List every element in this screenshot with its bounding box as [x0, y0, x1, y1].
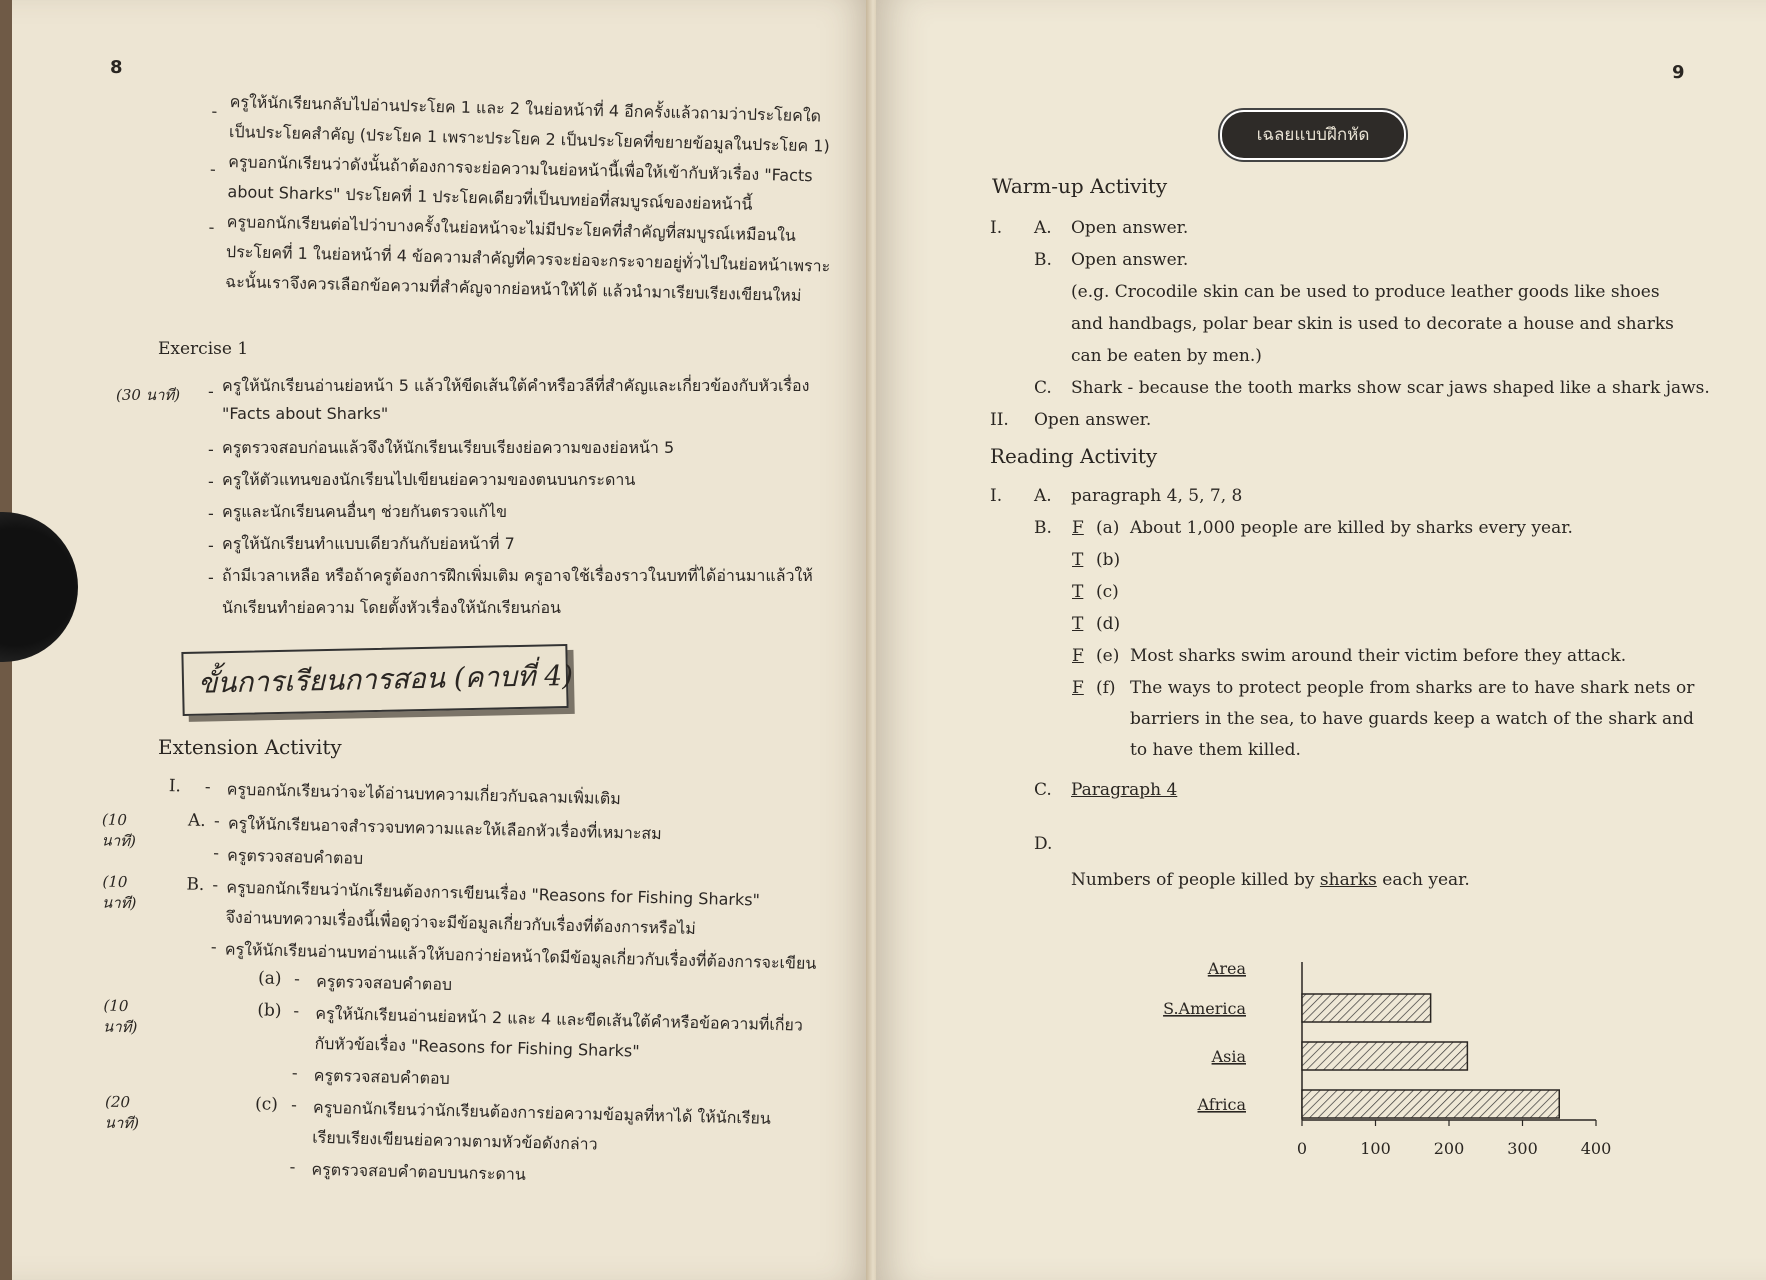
bullet-text: ครูบอกนักเรียนว่าดังนั้นถ้าต้องการจะย่อความในย่อหน้านี้เพื่อให้เข้ากับหัวเรื่อง "Facts — [228, 151, 813, 186]
tf-mark: F — [1072, 646, 1084, 666]
bullet-dash-icon: - — [208, 382, 214, 401]
ext-label-B: B. — [186, 874, 205, 895]
exercise-title: Exercise 1 — [158, 339, 249, 359]
bullet-dash-icon: - — [209, 159, 217, 179]
x-tick-label: 200 — [1433, 1139, 1465, 1158]
exercise-time: (30 นาที) — [116, 386, 181, 404]
ext-text: จึงอ่านบทความเรื่องนี้เพื่อดูว่าจะมีข้อมูลเกี่ยวกับเรื่องที่ต้องการหรือไม่ — [225, 907, 697, 938]
bullet-dash-icon: - — [208, 504, 214, 523]
ext-text: ครูบอกนักเรียนว่านักเรียนต้องการย่อความข้อมูลที่หาได้ ให้นักเรียน — [312, 1097, 771, 1128]
bar-chart — [1076, 952, 1636, 1172]
x-tick-label: 300 — [1507, 1139, 1538, 1158]
extension-title: Extension Activity — [158, 735, 342, 759]
tf-mark: T — [1072, 550, 1084, 570]
page-number-right: 9 — [1672, 62, 1685, 83]
ext-text: ครูให้นักเรียนอ่านย่อหน้า 2 และ 4 และขีดเส้นใต้คำหรือข้อความที่เกี่ยว — [315, 1003, 804, 1035]
bullet-text: ครูบอกนักเรียนต่อไปว่าบางครั้งในย่อหน้าจะไม่มีประโยคที่สำคัญที่สมบูรณ์เหมือนใน — [226, 211, 797, 245]
bullet-dash-icon: - — [293, 1001, 300, 1021]
bullet-dash-icon: - — [210, 937, 217, 957]
bar-africa — [1302, 1090, 1559, 1118]
warmup-answer: Open answer. — [1071, 218, 1189, 238]
page-number-left: 8 — [110, 57, 123, 78]
section-title: ขั้นการเรียนการสอน (คาบที่ 4) — [197, 658, 574, 700]
reading-answer: Paragraph 4 — [1071, 780, 1178, 800]
bullet-text: เป็นประโยคสำคัญ (ประโยค 1 เพราะประโยค 2 เป็นประโยคที่ขยายข้อมูลในประโยค 1) — [228, 121, 830, 156]
exercise-line: นักเรียนทำย่อความ โดยตั้งหัวเรื่องให้นักเรียนก่อน — [222, 598, 561, 617]
bullet-dash-icon: - — [208, 536, 214, 555]
reading-label-I: I. — [990, 486, 1003, 506]
right-page — [876, 0, 1766, 1280]
chart-caption-underlined: sharks — [1319, 870, 1377, 890]
ext-text: ครูให้นักเรียนอ่านบทอ่านแล้วให้บอกว่าย่อหน้าใดมีข้อมูลเกี่ยวกับเรื่องที่ต้องการจะเขียน — [224, 939, 817, 973]
chart-caption-post: each year. — [1382, 870, 1470, 890]
ext-text: เรียบเรียงเขียนย่อความตามหัวข้อดังกล่าว — [312, 1127, 598, 1154]
bar-samerica — [1302, 994, 1431, 1022]
bullet-dash-icon: - — [204, 776, 211, 797]
tf-text: The ways to protect people from sharks are to have shark nets or — [1130, 678, 1695, 698]
bullet-text: about Sharks" ประโยคที่ 1 ประโยคเดียวที่เป็นบทย่อที่สมบูรณ์ของย่อหน้านี้ — [227, 181, 753, 214]
bullet-dash-icon: - — [293, 969, 301, 989]
bullet-text: ประโยคที่ 1 ในย่อหน้าที่ 4 ข้อความสำคัญที่ควรจะย่อจะกระจายอยู่ทั่วไปในย่อหน้าเพราะ — [225, 241, 831, 276]
left-page — [12, 0, 874, 1280]
ext-time: (10 นาที) — [102, 996, 138, 1037]
reading-label-B: B. — [1034, 518, 1052, 538]
tf-label: (c) — [1096, 582, 1119, 602]
y-axis-label: Area — [1207, 959, 1246, 978]
bullet-dash-icon: - — [212, 875, 219, 895]
ext-sub-label: (a) — [257, 968, 282, 989]
ext-time: (10 นาที) — [101, 872, 137, 913]
warmup-label-A: A. — [1034, 218, 1052, 238]
answer-key-badge: เฉลยแบบฝึกหัด — [1220, 110, 1406, 160]
reading-label-A: A. — [1034, 486, 1052, 506]
warmup-label-B: B. — [1034, 250, 1052, 270]
ext-sub-label: (b) — [257, 1000, 282, 1021]
exercise-line: ครูให้นักเรียนทำแบบเดียวกันกับย่อหน้าที่ 7 — [222, 534, 515, 553]
tf-label: (f) — [1096, 678, 1116, 698]
x-tick-label: 100 — [1360, 1139, 1391, 1158]
tf-mark: F — [1072, 518, 1084, 538]
bullet-text: ฉะนั้นเราจึงควรเลือกข้อความที่สำคัญจากย่อหน้าให้ได้ แล้วนำมาเรียบเรียงเขียนใหม่ — [225, 271, 802, 306]
reading-answer: paragraph 4, 5, 7, 8 — [1071, 486, 1243, 506]
bullet-dash-icon: - — [213, 811, 221, 831]
category-label: S.America — [1163, 999, 1246, 1018]
bullet-dash-icon: - — [208, 217, 215, 237]
bullet-dash-icon: - — [291, 1063, 298, 1083]
bullet-dash-icon: - — [212, 843, 220, 863]
reading-label-D: D. — [1034, 834, 1053, 854]
bullet-text: ครูให้นักเรียนกลับไปอ่านประโยค 1 และ 2 ในย่อหน้าที่ 4 อีกครั้งแล้วถามว่าประโยคใด — [229, 91, 822, 126]
x-tick-label: 400 — [1580, 1139, 1612, 1158]
warmup-answer: Open answer. — [1071, 250, 1189, 270]
ext-label-A: A. — [187, 810, 206, 831]
ext-text: ครูให้นักเรียนอาจสำรวจบทความและให้เลือกหัวเรื่องที่เหมาะสม — [227, 813, 662, 844]
tf-label: (b) — [1096, 550, 1121, 570]
warmup-answer: Open answer. — [1034, 410, 1152, 430]
bullet-dash-icon: - — [211, 101, 218, 121]
bullet-dash-icon: - — [208, 568, 214, 587]
tf-text-cont: to have them killed. — [1130, 740, 1301, 760]
chart-caption-pre: Numbers of people killed by — [1071, 870, 1315, 890]
exercise-line: "Facts about Sharks" — [222, 404, 389, 423]
exercise-line: ครูตรวจสอบก่อนแล้วจึงให้นักเรียนเรียบเรียงย่อความของย่อหน้า 5 — [222, 438, 675, 457]
ext-time: (20 นาที) — [104, 1092, 140, 1133]
warmup-answer: Shark - because the tooth marks show scar jaws shaped like a shark jaws. — [1071, 378, 1710, 398]
warmup-label-II: II. — [990, 410, 1009, 430]
ext-time: (10 นาที) — [101, 810, 137, 851]
reading-title: Reading Activity — [990, 444, 1158, 468]
bullet-dash-icon: - — [208, 472, 214, 491]
chart-caption — [1071, 870, 1470, 890]
warmup-label-C: C. — [1034, 378, 1052, 398]
bullet-dash-icon: - — [290, 1095, 298, 1115]
ext-text: ครูตรวจสอบคำตอบ — [313, 1065, 451, 1089]
ext-label-I: I. — [168, 776, 182, 797]
exercise-line: ครูให้ตัวแทนของนักเรียนไปเขียนย่อความของตนบนกระดาน — [222, 470, 636, 489]
tf-mark: T — [1072, 582, 1084, 602]
bullet-dash-icon: - — [289, 1157, 296, 1177]
exercise-line: ถ้ามีเวลาเหลือ หรือถ้าครูต้องการฝึกเพิ่มเติม ครูอาจใช้เรื่องราวในบทที่ได้อ่านมาแล้วให้ — [222, 566, 813, 585]
warmup-example: (e.g. Crocodile skin can be used to produce leather goods like shoes — [1071, 282, 1660, 302]
tf-text: About 1,000 people are killed by sharks every year. — [1130, 518, 1573, 538]
reading-label-C: C. — [1034, 780, 1052, 800]
tf-label: (e) — [1096, 646, 1120, 666]
bar-asia — [1302, 1042, 1467, 1070]
tf-text: Most sharks swim around their victim before they attack. — [1130, 646, 1627, 666]
tf-label: (a) — [1096, 518, 1120, 538]
x-tick-label: 0 — [1296, 1139, 1308, 1158]
ext-text: ครูตรวจสอบคำตอบ — [315, 971, 453, 995]
tf-mark: T — [1072, 614, 1084, 634]
category-label: Africa — [1197, 1095, 1246, 1114]
tf-text-cont: barriers in the sea, to have guards keep a watch of the shark and — [1130, 709, 1694, 729]
tf-label: (d) — [1096, 614, 1121, 634]
ext-text: ครูตรวจสอบคำตอบบนกระดาน — [311, 1159, 526, 1184]
section-title-box — [181, 644, 574, 716]
ext-text: กับหัวข้อเรื่อง "Reasons for Fishing Sharks" — [314, 1033, 640, 1061]
ext-text: ครูบอกนักเรียนว่านักเรียนต้องการเขียนเรื่อง "Reasons for Fishing Sharks" — [226, 877, 761, 910]
warmup-example: and handbags, polar bear skin is used to decorate a house and sharks — [1071, 314, 1674, 334]
ext-text: ครูบอกนักเรียนว่าจะได้อ่านบทความเกี่ยวกับฉลามเพิ่มเติม — [226, 779, 622, 809]
ext-text: ครูตรวจสอบคำตอบ — [226, 845, 364, 868]
category-label: Asia — [1211, 1047, 1246, 1066]
warmup-example: can be eaten by men.) — [1071, 346, 1262, 366]
warmup-title: Warm-up Activity — [992, 174, 1168, 198]
exercise-line: ครูให้นักเรียนอ่านย่อหน้า 5 แล้วให้ขีดเส้นใต้คำหรือวลีที่สำคัญและเกี่ยวข้องกับหัวเรื่อง — [222, 376, 810, 395]
bullet-dash-icon: - — [208, 440, 214, 459]
warmup-label-I: I. — [990, 218, 1003, 238]
tf-mark: F — [1072, 678, 1084, 698]
exercise-line: ครูและนักเรียนคนอื่นๆ ช่วยกันตรวจแก้ไข — [222, 502, 508, 521]
ext-sub-label: (c) — [254, 1094, 279, 1115]
